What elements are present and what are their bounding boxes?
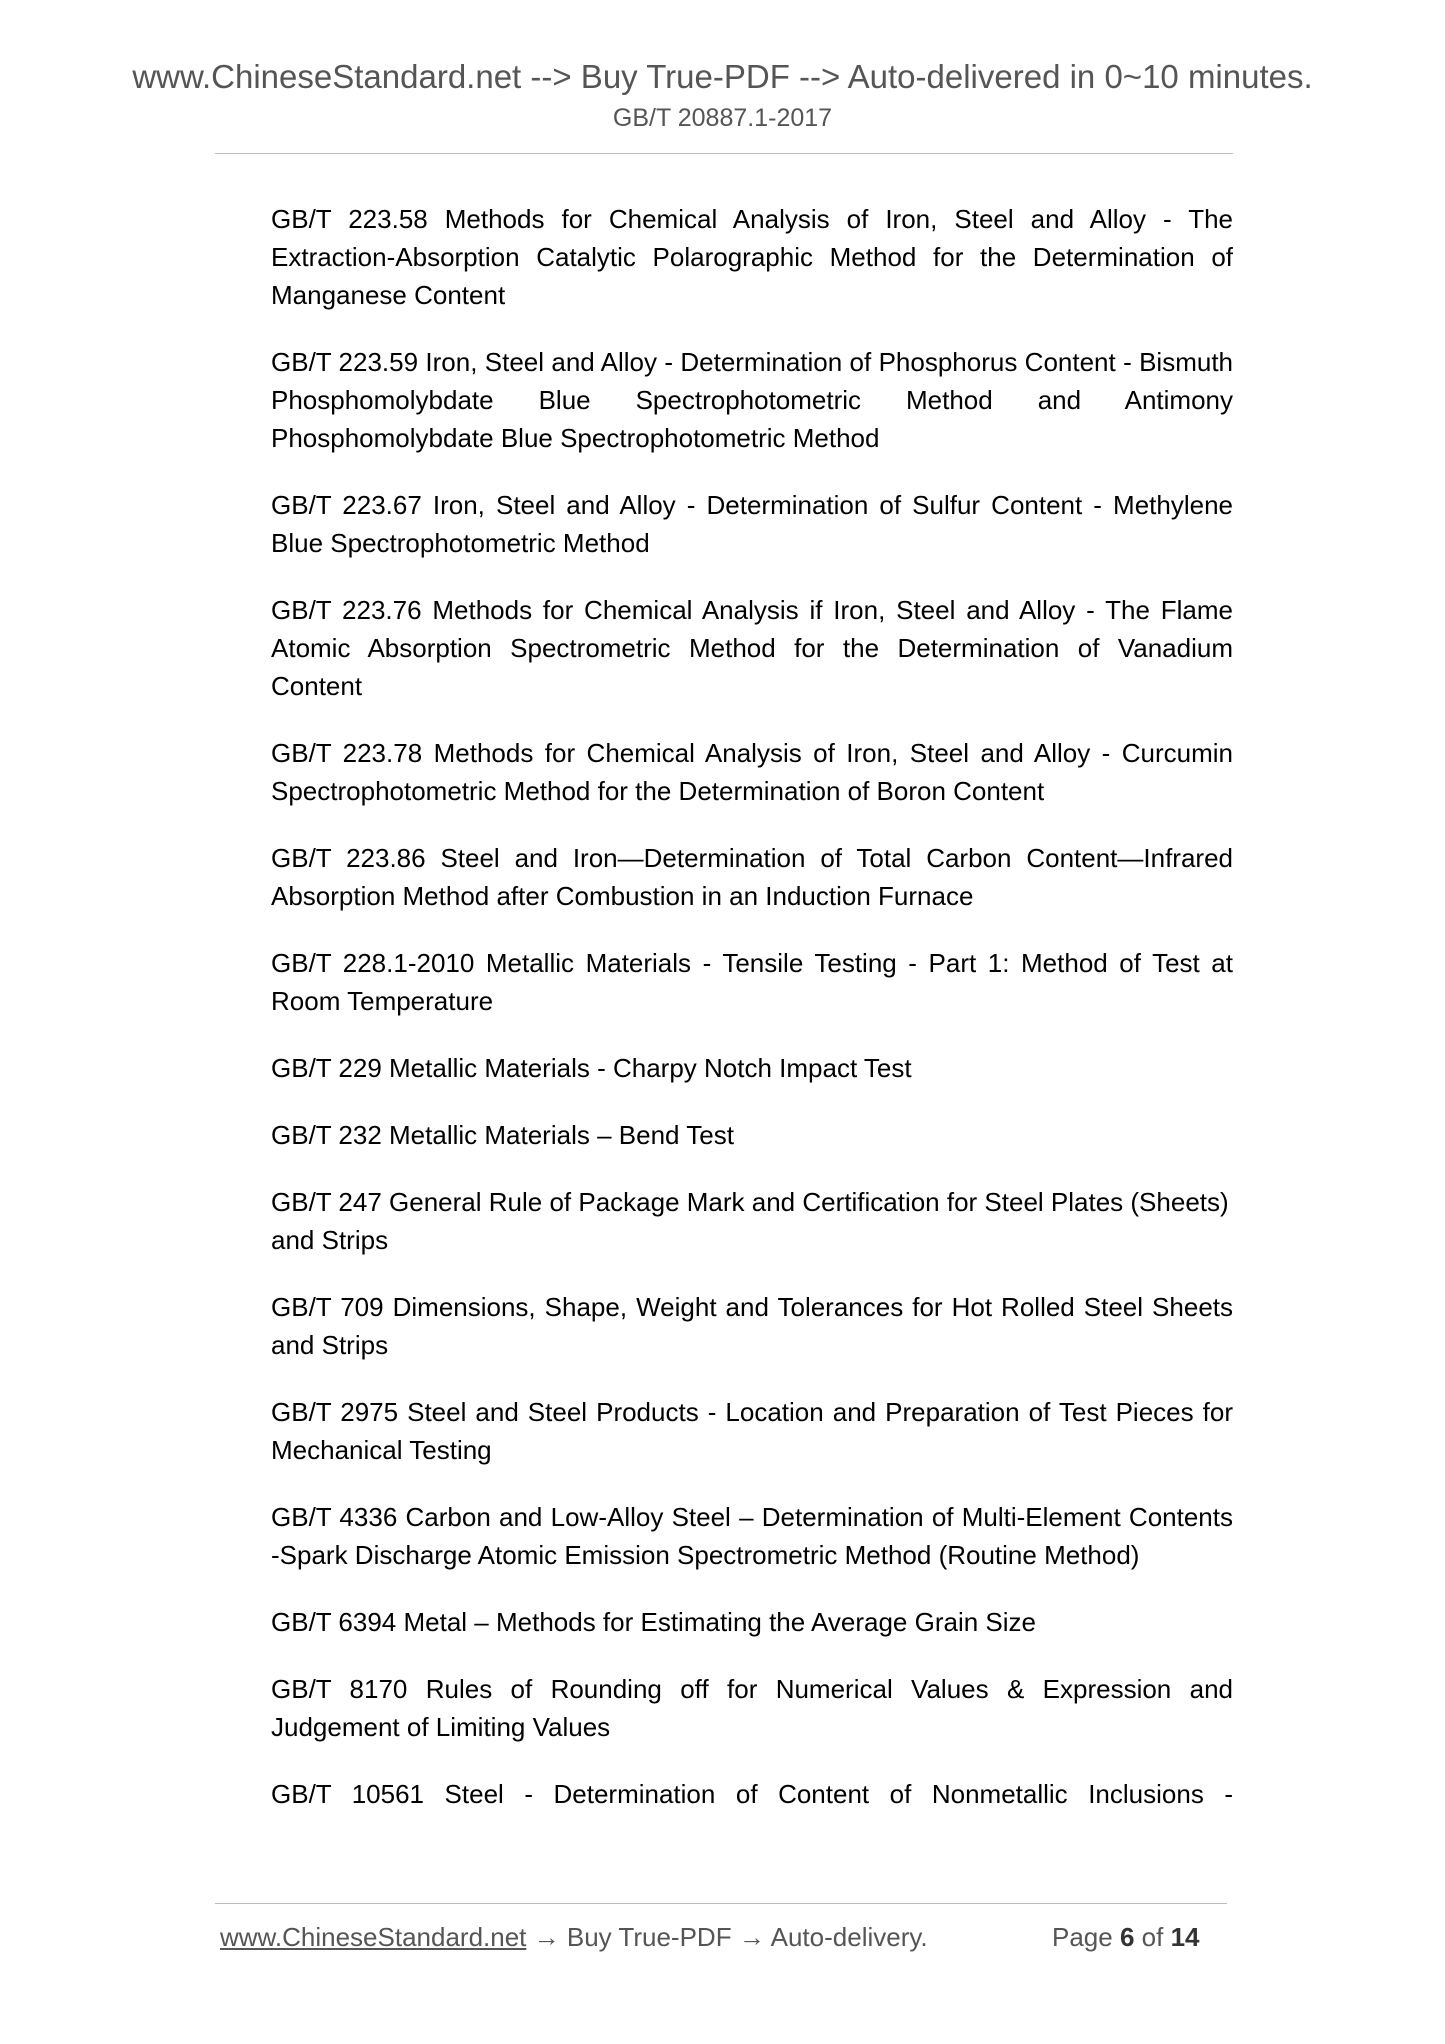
arrow-right-icon: → xyxy=(533,1922,560,1952)
site-link[interactable]: www.ChineseStandard.net xyxy=(220,1922,527,1952)
reference-item: GB/T 223.78 Methods for Chemical Analysis of Iron, Steel and Alloy - Curcumin Spectrophotometric Method for the Determination of Boron Content xyxy=(271,738,1233,806)
reference-item: GB/T 223.76 Methods for Chemical Analysis if Iron, Steel and Alloy - The Flame Atomic Absorption Spectrometric Method for the Determination of Vanadium Content xyxy=(271,595,1233,701)
delivery-text: Auto-delivery. xyxy=(770,1922,928,1952)
reference-list xyxy=(271,200,1233,1842)
reference-item: GB/T 4336 Carbon and Low-Alloy Steel – Determination of Multi-Element Contents -Spark Discharge Atomic Emission Spectrometric Method (Routine Method) xyxy=(271,1502,1233,1570)
reference-item: GB/T 6394 Metal – Methods for Estimating the Average Grain Size xyxy=(271,1607,1036,1637)
page-label: Page xyxy=(1052,1922,1113,1952)
reference-item: GB/T 232 Metallic Materials – Bend Test xyxy=(271,1120,734,1150)
footer-divider xyxy=(215,1903,1227,1904)
reference-item: GB/T 247 General Rule of Package Mark and Certification for Steel Plates (Sheets) and Strips xyxy=(271,1187,1229,1255)
reference-item: GB/T 8170 Rules of Rounding off for Numerical Values & Expression and Judgement of Limiting Values xyxy=(271,1674,1233,1742)
reference-item: GB/T 229 Metallic Materials - Charpy Notch Impact Test xyxy=(271,1053,912,1083)
reference-item: GB/T 10561 Steel - Determination of Content of Nonmetallic Inclusions - xyxy=(271,1779,1233,1809)
header-divider xyxy=(215,153,1233,154)
reference-item: GB/T 223.67 Iron, Steel and Alloy - Determination of Sulfur Content - Methylene Blue Spectrophotometric Method xyxy=(271,490,1233,558)
reference-item: GB/T 223.86 Steel and Iron—Determination of Total Carbon Content—Infrared Absorption Method after Combustion in an Induction Furnace xyxy=(271,843,1233,911)
document-code: GB/T 20887.1-2017 xyxy=(612,104,833,132)
reference-item: GB/T 223.59 Iron, Steel and Alloy - Determination of Phosphorus Content - Bismuth Phosphomolybdate Blue Spectrophotometric Method and Antimony Phosphomolybdate Blue Spectrophotometric Method xyxy=(271,347,1233,453)
reference-item: GB/T 709 Dimensions, Shape, Weight and Tolerances for Hot Rolled Steel Sheets and Strips xyxy=(271,1292,1233,1360)
reference-item: GB/T 2975 Steel and Steel Products - Location and Preparation of Test Pieces for Mechanical Testing xyxy=(271,1397,1233,1465)
arrow-right-icon: → xyxy=(738,1922,765,1952)
page-number: 6 xyxy=(1119,1922,1135,1952)
page-counter xyxy=(1052,1922,1200,1953)
of-label: of xyxy=(1141,1922,1164,1952)
reference-item: GB/T 228.1-2010 Metallic Materials - Tensile Testing - Part 1: Method of Test at Room Temperature xyxy=(271,948,1233,1016)
buy-text: Buy True-PDF xyxy=(566,1922,732,1952)
total-pages: 14 xyxy=(1170,1922,1200,1952)
footer-promo xyxy=(220,1922,928,1953)
reference-item: GB/T 223.58 Methods for Chemical Analysis of Iron, Steel and Alloy - The Extraction-Absorption Catalytic Polarographic Method for the Determination of Manganese Content xyxy=(271,204,1233,310)
header-banner: www.ChineseStandard.net --> Buy True-PDF --> Auto-delivered in 0~10 minutes. xyxy=(132,58,1313,95)
